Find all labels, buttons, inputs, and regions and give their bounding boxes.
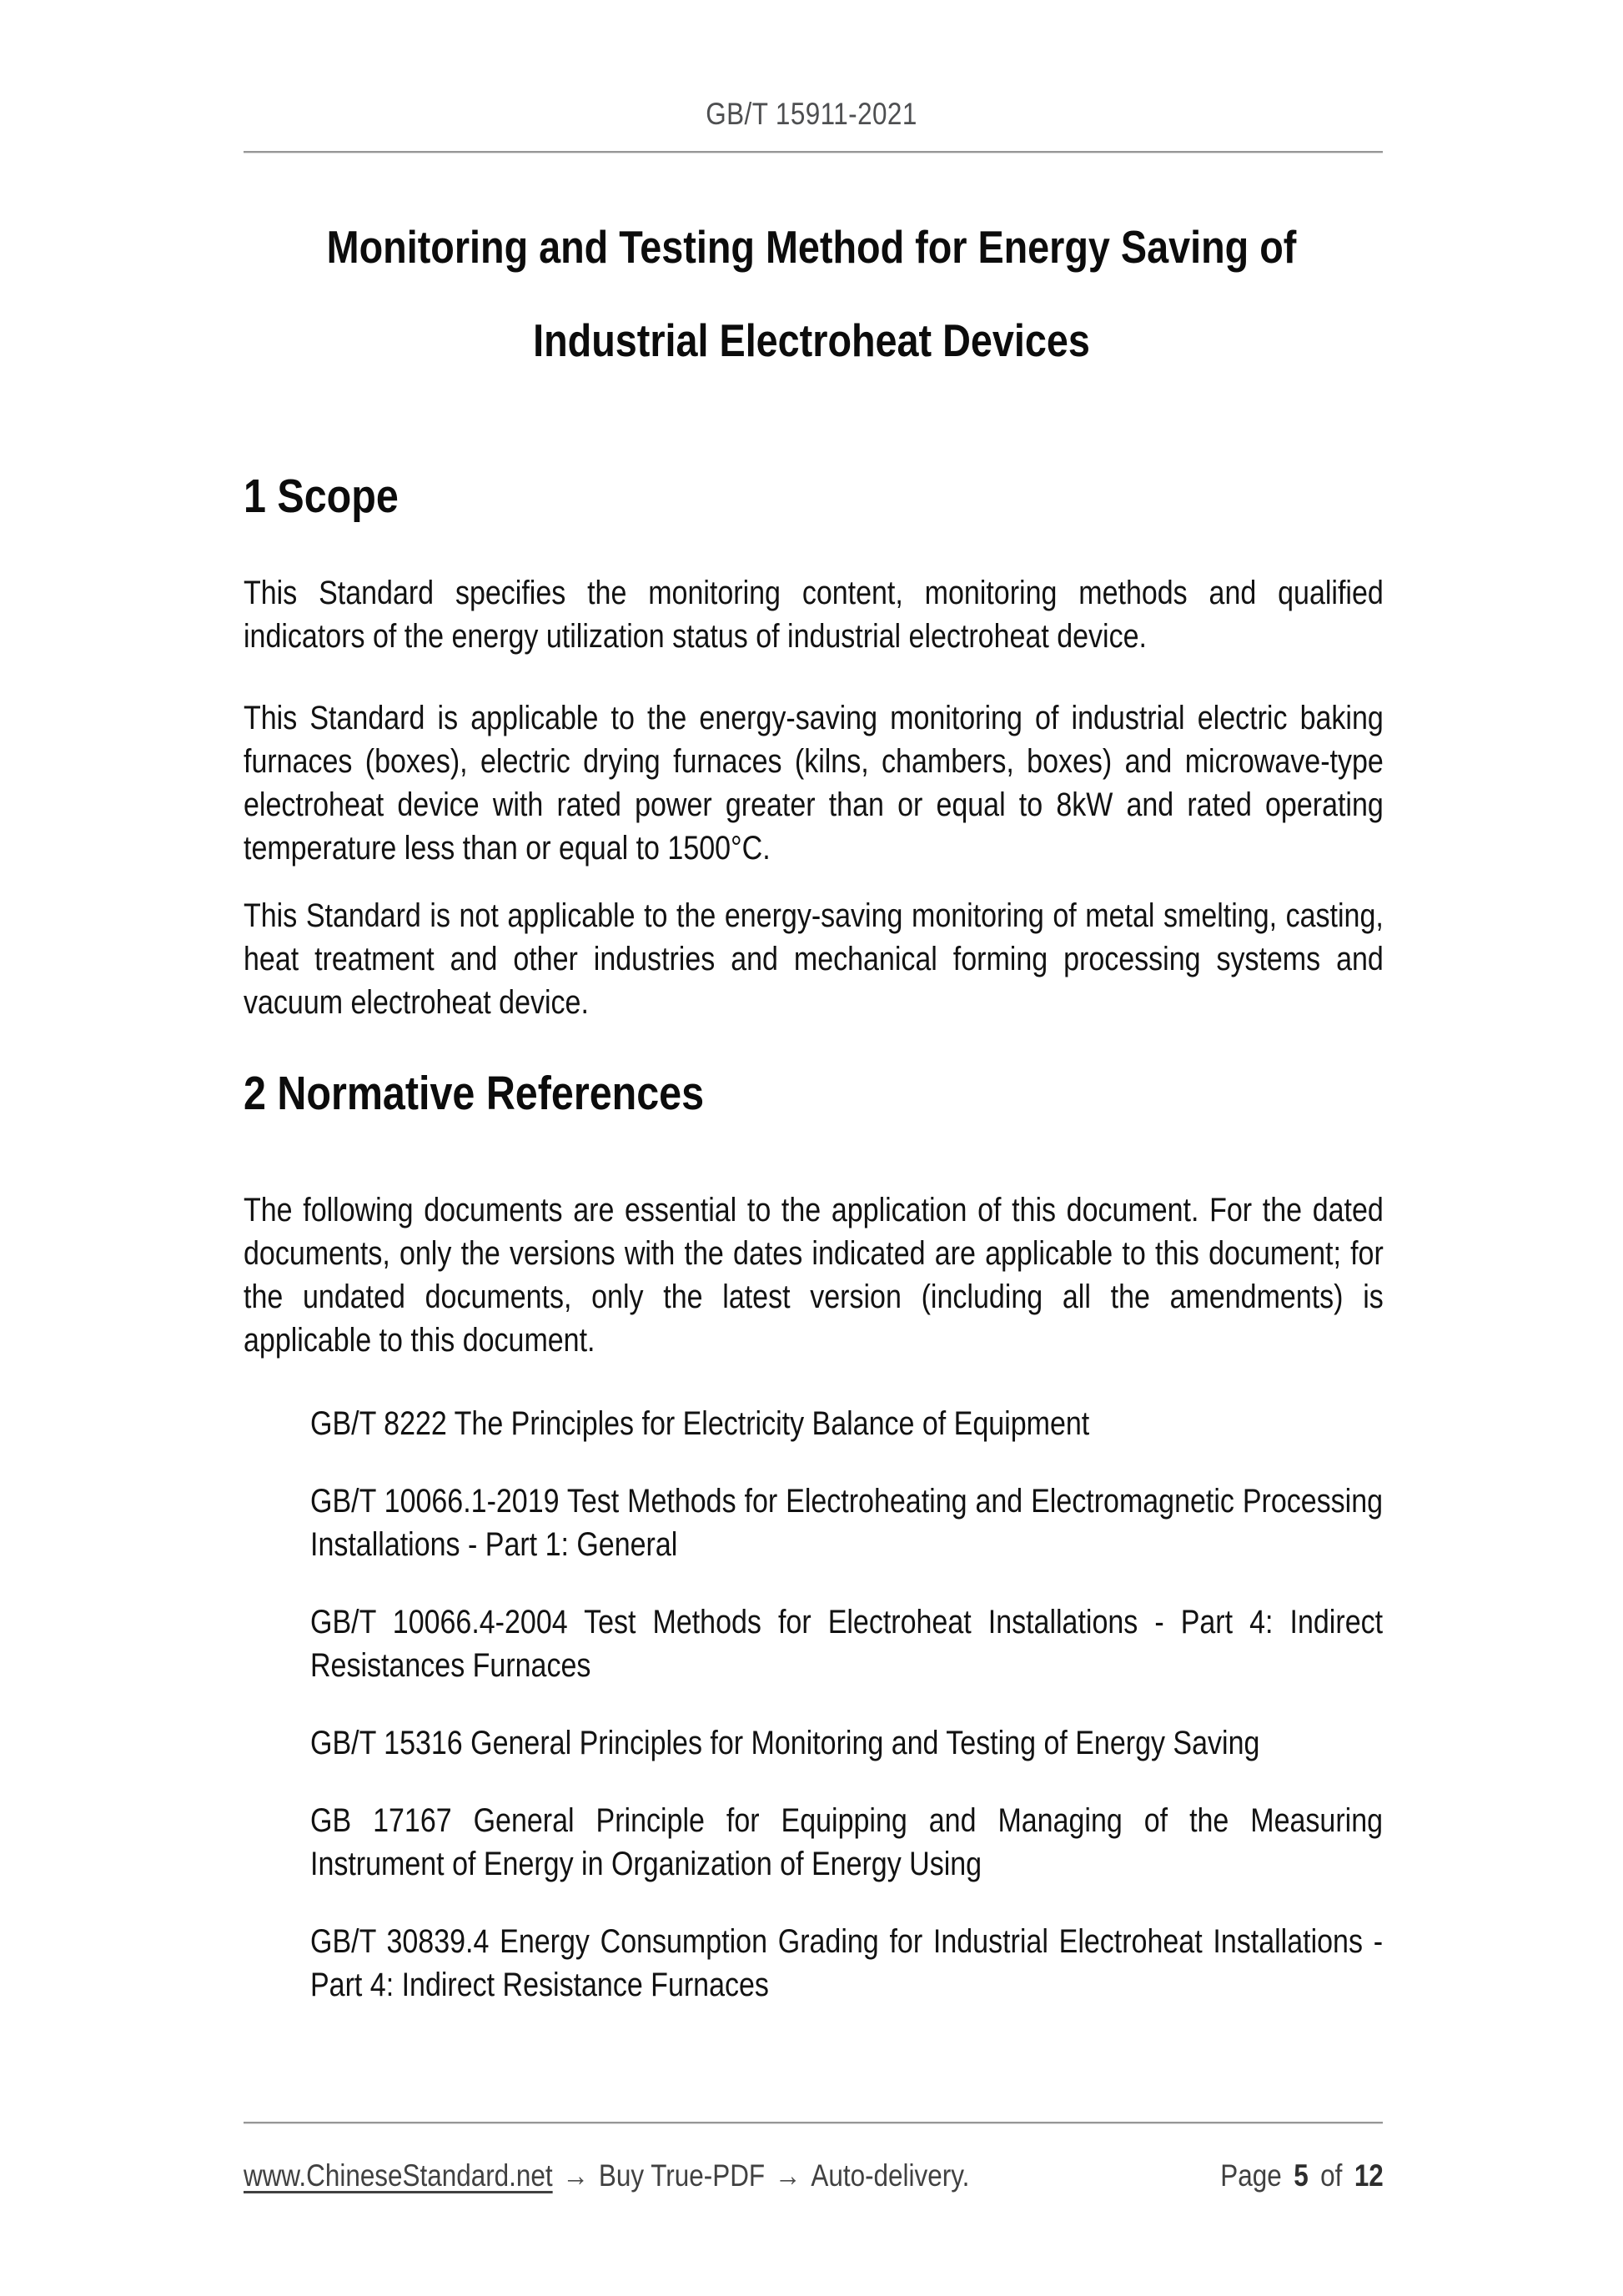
reference-item: GB 17167 General Principle for Equipping and Managing of the Measuring Instrument of Energy in Organization of Energy Using [310,1802,1384,1882]
header-divider [244,151,1383,153]
page-indicator [1220,2157,1384,2195]
page-footer [244,2157,1384,2195]
section-heading-scope: 1 Scope [244,470,399,523]
footer-buy-label: Buy True-PDF [598,2158,766,2193]
scope-paragraph-3: This Standard is not applicable to the energy-saving monitoring of metal smelting, casting, heat treatment and other industries and mechanical forming processing systems and vacuum electroheat device. [244,897,1384,1021]
arrow-right-icon: → [775,2158,801,2193]
footer-website-link[interactable]: www.ChineseStandard.net [244,2158,553,2193]
page-number-current: 5 [1294,2158,1309,2193]
section-heading-normative-references: 2 Normative References [244,1067,705,1120]
document-title [242,200,1382,387]
reference-item: GB/T 10066.1-2019 Test Methods for Electroheating and Electromagnetic Processing Installations - Part 1: General [310,1483,1384,1563]
footer-delivery-label: Auto-delivery. [811,2158,970,2193]
reference-item: GB/T 10066.4-2004 Test Methods for Electroheat Installations - Part 4: Indirect Resistances Furnaces [310,1604,1384,1684]
document-title-line2: Industrial Electroheat Devices [533,314,1090,366]
reference-item: GB/T 8222 The Principles for Electricity Balance of Equipment [310,1405,1090,1442]
footer-divider [244,2122,1383,2124]
scope-paragraph-1: This Standard specifies the monitoring content, monitoring methods and qualified indicators of the energy utilization status of industrial electroheat device. [244,575,1384,655]
reference-list [310,1402,1383,2041]
document-title-line1: Monitoring and Testing Method for Energy Saving of [326,221,1297,273]
normative-references-intro: The following documents are essential to the application of this document. For the dated documents, only the versions with the dates indicated are applicable to this document; for the undated documents, only the latest version (including all the amendments) is applicable to this document. [244,1192,1384,1359]
page-word: Page [1220,2158,1282,2193]
reference-item: GB/T 15316 General Principles for Monitoring and Testing of Energy Saving [310,1725,1260,1761]
reference-item: GB/T 30839.4 Energy Consumption Grading for Industrial Electroheat Installations -Part 4: Indirect Resistance Furnaces [310,1923,1384,2003]
footer-left-group [244,2157,969,2195]
page-number-total: 12 [1354,2158,1384,2193]
scope-paragraph-2: This Standard is applicable to the energy-saving monitoring of industrial electric baking furnaces (boxes), electric drying furnaces (kilns, chambers, boxes) and microwave-type electroheat device with rated power greater than or equal to 8kW and rated operating temperature less than or equal to 1500°C. [244,700,1384,867]
standard-code-header: GB/T 15911-2021 [706,97,917,131]
of-word: of [1320,2158,1343,2193]
arrow-right-icon: → [562,2158,589,2193]
